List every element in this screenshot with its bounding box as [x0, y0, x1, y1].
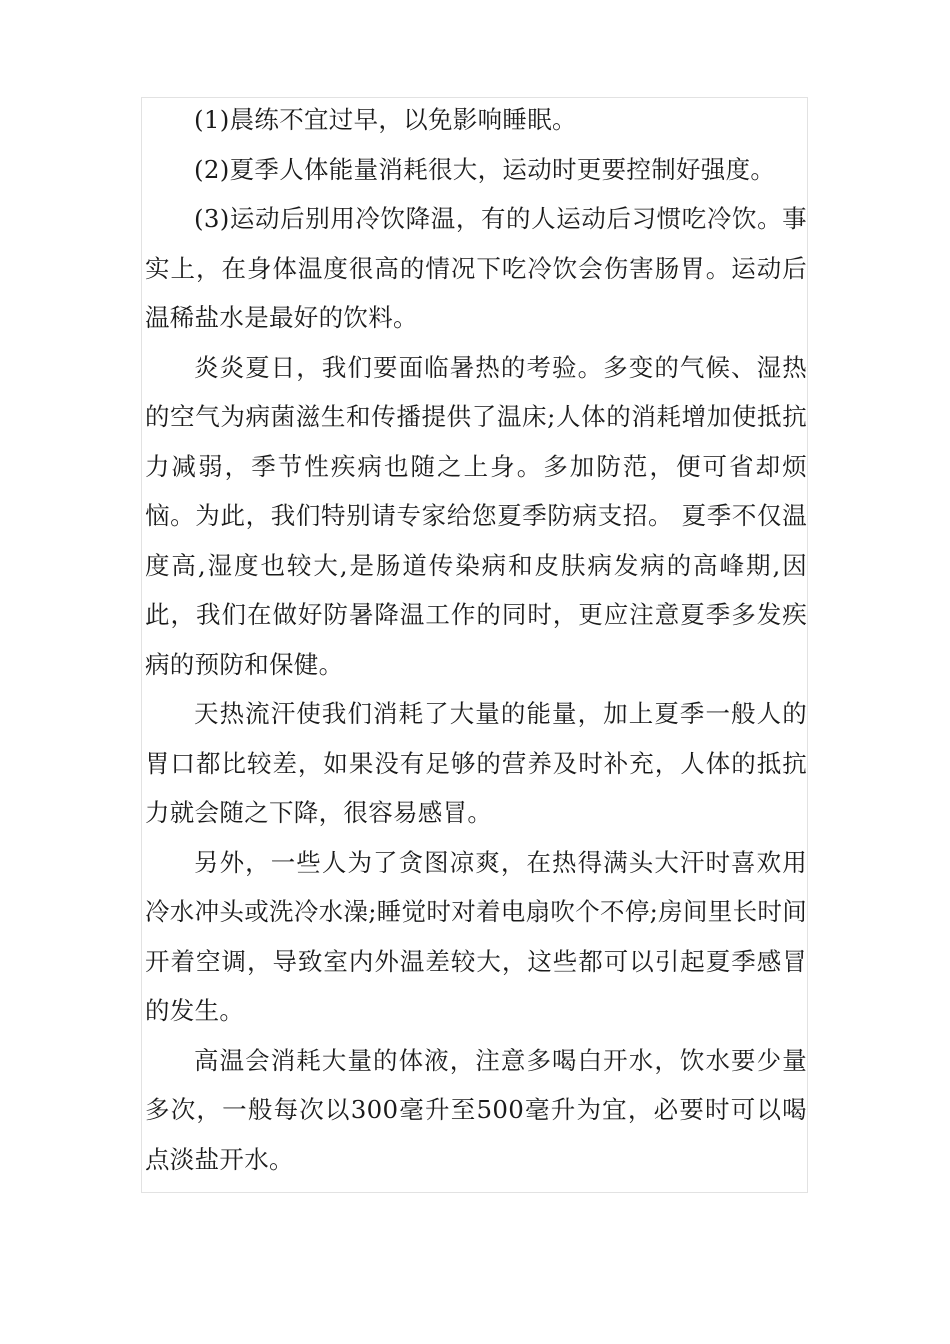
paragraph-nutrition-immunity: 天热流汗使我们消耗了大量的能量，加上夏季一般人的胃口都比较差，如果没有足够的营养及时补充，人体的抵抗力就会随之下降，很容易感冒。	[145, 699, 807, 827]
paragraph-summer-disease-prevention: 炎炎夏日，我们要面临暑热的考验。多变的气候、湿热的空气为病菌滋生和传播提供了温床;人体的消耗增加使抵抗力减弱，季节性疾病也随之上身。多加防范，便可省却烦恼。为此，我们特别请专家给您夏季防病支招。 夏季不仅温度高,湿度也较大,是肠道传染病和皮肤病发病的高峰期,因此，我们在做好防暑降温工作的同时，更应注意夏季多发疾病的预防和保健。	[145, 352, 807, 679]
text-frame	[141, 97, 808, 1193]
paragraph-morning-exercise: (1)晨练不宜过早，以免影响睡眠。	[194, 105, 577, 134]
paragraph-summer-cold-causes: 另外，一些人为了贪图凉爽，在热得满头大汗时喜欢用冷水冲头或洗冷水澡;睡觉时对着电扇吹个不停;房间里长时间开着空调，导致室内外温差较大，这些都可以引起夏季感冒的发生。	[145, 847, 807, 1025]
paragraph-cold-drinks: (3)运动后别用冷饮降温，有的人运动后习惯吃冷饮。事实上，在身体温度很高的情况下吃冷饮会伤害肠胃。运动后温稀盐水是最好的饮料。	[145, 204, 807, 332]
paragraph-exercise-intensity: (2)夏季人体能量消耗很大，运动时更要控制好强度。	[194, 154, 776, 184]
paragraph-hydration: 高温会消耗大量的体液，注意多喝白开水，饮水要少量多次，一般每次以300毫升至500毫升为宜，必要时可以喝点淡盐开水。	[145, 1045, 807, 1174]
